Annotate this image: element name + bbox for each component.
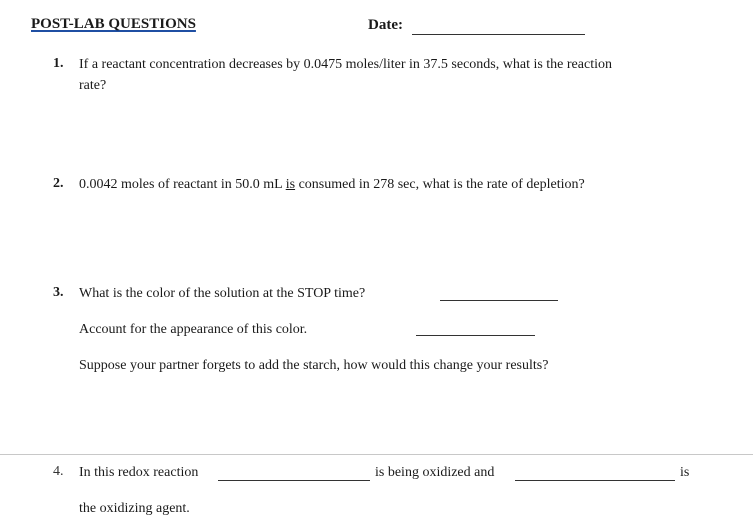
question-3-number: 3. xyxy=(53,285,64,300)
oxidized-species-blank[interactable] xyxy=(218,480,370,481)
question-1-line-1: If a reactant concentration decreases by 0.0475 moles/liter in 37.5 seconds, what is the reaction xyxy=(79,57,612,72)
question-2-text-after: consumed in 278 sec, what is the rate of depletion? xyxy=(295,177,585,192)
question-3-part-a: What is the color of the solution at the STOP time? xyxy=(79,286,366,301)
question-1-number: 1. xyxy=(53,56,64,71)
question-2-text-before: 0.0042 moles of reactant in 50.0 mL xyxy=(79,177,286,192)
question-2-text xyxy=(79,175,585,195)
oxidizing-agent-blank[interactable] xyxy=(515,480,675,481)
question-1-line-2: rate? xyxy=(79,78,107,93)
question-3-part-c: Suppose your partner forgets to add the starch, how would this change your results? xyxy=(79,358,549,373)
date-blank[interactable] xyxy=(412,34,585,35)
question-4-text-b: is being oxidized and xyxy=(375,465,495,480)
question-3-part-b: Account for the appearance of this color. xyxy=(79,322,308,337)
question-4-number: 4. xyxy=(53,464,64,479)
question-2-is: is xyxy=(285,177,296,192)
question-4-text-c: is xyxy=(680,465,690,480)
question-4-text-a: In this redox reaction xyxy=(79,465,199,480)
question-4-text-d: the oxidizing agent. xyxy=(79,501,190,516)
question-2-number: 2. xyxy=(53,176,64,191)
section-divider xyxy=(0,454,753,455)
page-title: POST-LAB QUESTIONS xyxy=(31,16,196,32)
stop-color-blank[interactable] xyxy=(440,300,558,301)
date-label: Date: xyxy=(368,17,403,33)
color-account-blank[interactable] xyxy=(416,335,535,336)
